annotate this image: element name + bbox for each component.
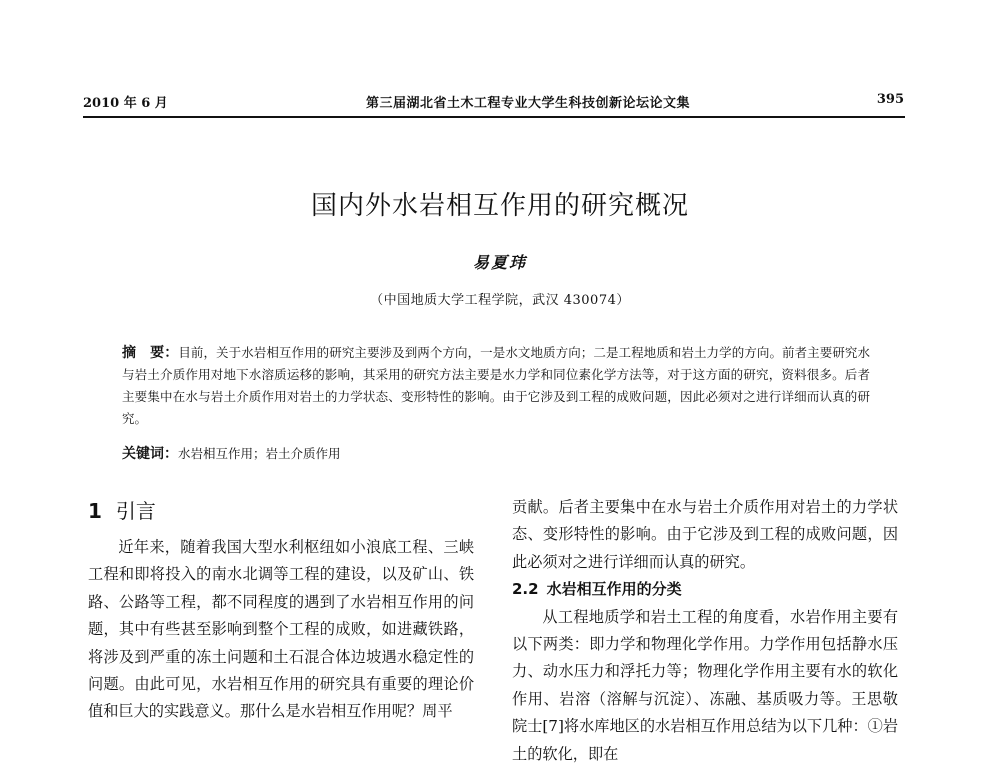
paper-affiliation: （中国地质大学工程学院，武汉 430074） (370, 293, 630, 308)
abstract-label: 摘 要： (122, 345, 179, 361)
section-2-2-title: 水岩相互作用的分类 (546, 580, 682, 599)
keywords (122, 443, 870, 465)
header-rule (83, 116, 905, 118)
paper-author: 易夏玮 (472, 253, 527, 272)
section-2-2-number: 2.2 (512, 580, 539, 599)
header-journal-title: 第三届湖北省土木工程专业大学生科技创新论坛论文集 (365, 96, 690, 111)
left-column (88, 494, 474, 726)
header-page-number: 395 (876, 92, 904, 107)
section-2-2-heading (512, 576, 898, 603)
abstract (122, 342, 870, 430)
header-date: 2010 年 6 月 (83, 96, 168, 111)
paper-title: 国内外水岩相互作用的研究概况 (310, 191, 689, 221)
continuation-paragraph: 贡献。后者主要集中在水与岩土介质作用对岩土的力学状态、变形特性的影响。由于它涉及到工程的成败问题，因此必须对之进行详细而认真的研究。 (512, 498, 898, 571)
section-1-heading (88, 494, 474, 528)
section-1-paragraph: 近年来，随着我国大型水利枢纽如小浪底工程、三峡工程和即将投入的南水北调等工程的建设，以及矿山、铁路、公路等工程，都不同程度的遇到了水岩相互作用的问题，其中有些甚至影响到整个工程的成败，如进藏铁路，将涉及到严重的冻土问题和土石混合体边坡遇水稳定性的问题。由此可见，水岩相互作用的研究具有重要的理论价值和巨大的实践意义。那什么是水岩相互作用呢？周平 (88, 538, 474, 721)
abstract-text: 目前，关于水岩相互作用的研究主要涉及到两个方向，一是水文地质方向；二是工程地质和岩土力学的方向。前者主要研究水与岩土介质作用对地下水溶质运移的影响，其采用的研究方法主要是水力学和同位素化学方法等，对于这方面的研究，资料很多。后者主要集中在水与岩土介质作用对岩土的力学状态、变形特性的影响。由于它涉及到工程的成败问题，因此必须对之进行详细而认真的研究。 (122, 345, 870, 426)
keywords-label: 关键词： (122, 446, 178, 462)
section-2-2-paragraph: 从工程地质学和岩土工程的角度看，水岩作用主要有以下两类：即力学和物理化学作用。力学作用包括静水压力、动水压力和浮托力等；物理化学作用主要有水的软化作用、岩溶（溶解与沉淀）、冻融、基质吸力等。王思敬院士[7]将水库地区的水岩相互作用总结为以下几种：①岩土的软化，即在 (512, 607, 899, 763)
section-1-number: 1 (88, 499, 102, 523)
section-1-title: 引言 (115, 499, 156, 523)
right-column (512, 494, 898, 768)
keywords-text: 水岩相互作用；岩土介质作用 (178, 446, 341, 461)
